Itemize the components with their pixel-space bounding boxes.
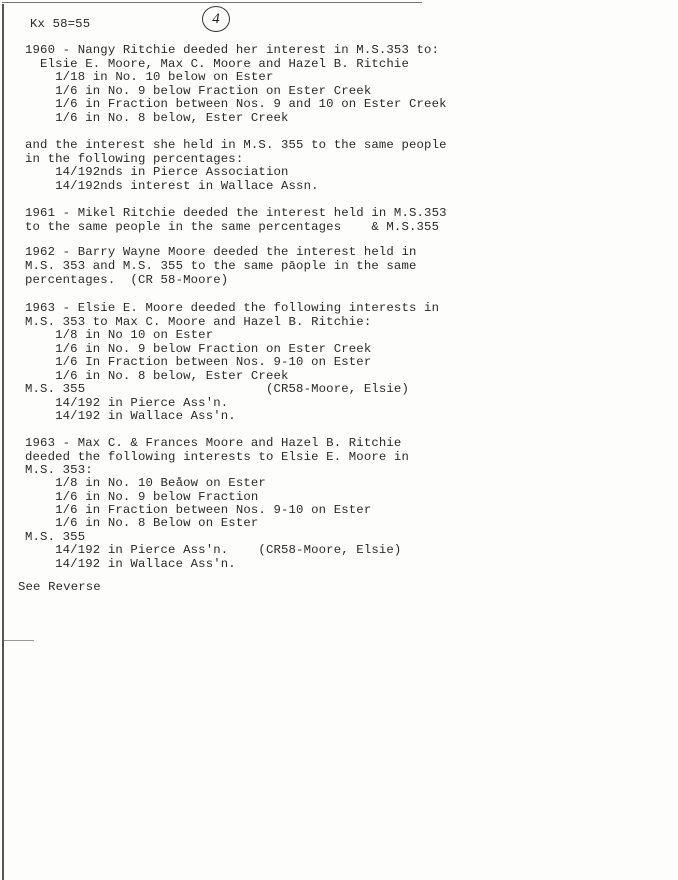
entry-1960-line-7: and the interest she held in M.S. 355 to the same people — [25, 138, 447, 152]
entry-1963b-line-5: 1/6 in No. 9 below Fraction — [25, 490, 259, 504]
entry-1961-line-1: 1961 - Mikel Ritchie deeded the interest held in M.S.353 — [25, 206, 447, 220]
entry-1960-line-6: 1/6 in No. 8 below, Ester Creek — [25, 111, 289, 125]
scan-edge-left — [2, 4, 4, 880]
entry-1963a-line-2: M.S. 353 to Max C. Moore and Hazel B. Ritchie: — [25, 315, 372, 329]
entry-1963b-line-10: 14/192 in Wallace Ass'n. — [25, 557, 236, 571]
see-reverse-note: See Reverse — [18, 580, 101, 594]
entry-1963a-line-8: 14/192 in Pierce Ass'n. — [25, 396, 229, 410]
entry-1963b-line-2: deeded the following interests to Elsie E. Moore in — [25, 450, 409, 464]
entry-1962-line-3: percentages. (CR 58-Moore) — [25, 273, 229, 287]
entry-1960-line-9: 14/192nds in Pierce Association — [25, 165, 289, 179]
document-ref: Kx 58=55 — [30, 17, 91, 31]
entry-1963b-line-9: 14/192 in Pierce Ass'n. (CR58-Moore, Elsie) — [25, 543, 402, 557]
entry-1963a-line-7: M.S. 355 (CR58-Moore, Elsie) — [25, 382, 409, 396]
entry-1963b-line-6: 1/6 in Fraction between Nos. 9-10 on Ester — [25, 503, 372, 517]
entry-1962-line-1: 1962 - Barry Wayne Moore deeded the interest held in — [25, 245, 417, 259]
entry-1960-line-8: in the following percentages: — [25, 152, 244, 166]
entry-1960-line-1: 1960 - Nangy Ritchie deeded her interest in M.S.353 to: — [25, 43, 440, 57]
entry-1963a-line-9: 14/192 in Wallace Ass'n. — [25, 409, 236, 423]
entry-1963a-line-1: 1963 - Elsie E. Moore deeded the following interests in — [25, 301, 440, 315]
entry-1963a-line-4: 1/6 in No. 9 below Fraction on Ester Creek — [25, 342, 372, 356]
circled-page-number: 4 — [202, 6, 230, 32]
entry-1962-line-2: M.S. 353 and M.S. 355 to the same pāople in the same — [25, 259, 417, 273]
entry-1960-line-2: Elsie E. Moore, Max C. Moore and Hazel B. Ritchie — [25, 57, 409, 71]
entry-1963b-line-7: 1/6 in No. 8 Below on Ester — [25, 516, 259, 530]
scan-edge-mark — [4, 640, 34, 641]
entry-1963b-line-1: 1963 - Max C. & Frances Moore and Hazel B. Ritchie — [25, 436, 402, 450]
entry-1960-line-5: 1/6 in Fraction between Nos. 9 and 10 on Ester Creek — [25, 97, 447, 111]
entry-1960-line-4: 1/6 in No. 9 below Fraction on Ester Creek — [25, 84, 372, 98]
entry-1960-line-3: 1/18 in No. 10 below on Ester — [25, 70, 274, 84]
entry-1963b-line-4: 1/8 in No. 10 Beåow on Ester — [25, 476, 266, 490]
entry-1963b-line-3: M.S. 353: — [25, 463, 93, 477]
scan-edge-top — [2, 2, 422, 3]
entry-1963a-line-6: 1/6 in No. 8 below, Ester Creek — [25, 369, 289, 383]
entry-1963b-line-8: M.S. 355 — [25, 530, 86, 544]
entry-1960-line-10: 14/192nds interest in Wallace Assn. — [25, 179, 319, 193]
entry-1961-line-2: to the same people in the same percentages & M.S.355 — [25, 220, 440, 234]
entry-1963a-line-3: 1/8 in No 10 on Ester — [25, 328, 214, 342]
entry-1963a-line-5: 1/6 In Fraction between Nos. 9-10 on Ester — [25, 355, 372, 369]
